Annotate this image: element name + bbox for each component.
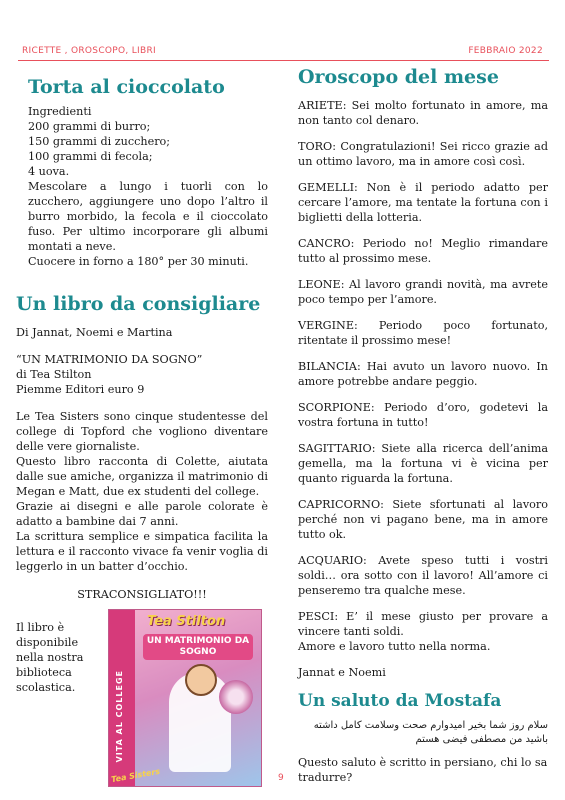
book-feature	[16, 609, 268, 789]
recipe-title: Torta al cioccolato	[28, 76, 225, 98]
horoscope-item: TORO: Congratulazioni! Sei ricco grazie ad un ottimo lavoro, ma in amore così così.	[298, 140, 548, 168]
book-title: “UN MATRIMONIO DA SOGNO”	[16, 353, 203, 366]
recipe-body	[28, 104, 268, 269]
left-column	[16, 76, 268, 789]
horoscope-item: CANCRO: Periodo no! Meglio rimandare tutto al prossimo mese.	[298, 237, 548, 265]
horoscope-item: LEONE: Al lavoro grandi novità, ma avrete poco tempo per l’amore.	[298, 278, 548, 306]
cover-bride-head	[185, 664, 217, 696]
greeting-title: Un saluto da Mostafa	[298, 691, 502, 711]
horoscope-item: PESCI: E’ il mese giusto per provare a vincere tanti soldi.	[298, 610, 548, 638]
header-date: FEBBRAIO 2022	[468, 46, 543, 56]
horoscope-item: SCORPIONE: Periodo d’oro, godetevi la vostra fortuna in tutto!	[298, 401, 548, 429]
horoscope-signature: Jannat e Noemi	[298, 666, 386, 679]
recipe-line: 100 grammi di fecola;	[28, 150, 153, 163]
cover-band-label: VITA AL COLLEGE	[115, 670, 124, 763]
horoscope-item: CAPRICORNO: Siete sfortunati al lavoro perché non vi pagano bene, ma in amore tutto ok.	[298, 498, 548, 541]
book-author: di Tea Stilton	[16, 368, 92, 381]
header-section-label: RICETTE , OROSCOPO, LIBRI	[22, 46, 156, 56]
right-column	[298, 66, 548, 785]
horoscope-item: BILANCIA: Hai avuto un lavoro nuovo. In amore potrebbe andare peggio.	[298, 360, 548, 388]
greeting-farsi-text: سلام روز شما بخیر امیدوارم صحت وسلامت کامل داشته باشید من مصطفی فیضی هستم	[313, 720, 548, 745]
book-cover-image	[108, 609, 262, 787]
horoscope-item: Amore e lavoro tutto nella norma.	[298, 640, 491, 653]
cover-flowers	[219, 680, 253, 714]
recipe-line: 150 grammi di zucchero;	[28, 135, 171, 148]
book-section-title: Un libro da consigliare	[16, 293, 261, 315]
horoscope-item: ARIETE: Sei molto fortunato in amore, ma non tanto col denaro.	[298, 99, 548, 127]
recipe-cooking: Cuocere in forno a 180° per 30 minuti.	[28, 255, 249, 268]
book-recommendation: STRACONSIGLIATO!!!	[77, 588, 207, 601]
cover-title: UN MATRIMONIO DA SOGNO	[143, 634, 253, 660]
book-paragraph: Le Tea Sisters sono cinque studentesse del college di Topford che vogliono diventare delle vere giornaliste.	[16, 410, 268, 453]
cover-author: Tea Stilton	[147, 614, 226, 629]
book-paragraph: Grazie ai disegni e alle parole colorate è adatto a bambine dai 7 anni.	[16, 500, 268, 528]
book-publisher: Piemme Editori euro 9	[16, 383, 145, 396]
book-availability: Il libro è disponibile nella nostra biblioteca scolastica.	[16, 621, 84, 695]
recipe-line: 200 grammi di burro;	[28, 120, 151, 133]
book-paragraph: La scrittura semplice e simpatica facilita la lettura e il racconto vivace fa venir voglia di leggerlo in un batter d’occhio.	[16, 530, 268, 573]
horoscope-item: SAGITTARIO: Siete alla ricerca dell’anima gemella, ma la fortuna vi è vicina per quanto riguarda la fortuna.	[298, 442, 548, 485]
page-number: 9	[278, 773, 284, 783]
horoscope-title: Oroscopo del mese	[298, 66, 499, 88]
header-divider	[18, 60, 549, 61]
horoscope-item: VERGINE: Periodo poco fortunato, ritentate il prossimo mese!	[298, 319, 548, 347]
recipe-line: 4 uova.	[28, 165, 70, 178]
recipe-method: Mescolare a lungo i tuorli con lo zucchero, aggiungere uno dopo l’altro il burro morbido, la fecola e il cioccolato fuso. Per ultimo incorporare gli albumi montati a neve.	[28, 180, 268, 253]
greeting-question: Questo saluto è scritto in persiano, chi lo sa tradurre?	[298, 756, 548, 784]
cover-logo: Tea Sisters	[110, 766, 161, 785]
horoscope-item: ACQUARIO: Avete speso tutti i vostri soldi… ora sotto con il lavoro! All’amore ci penseremo tra qualche mese.	[298, 554, 548, 597]
horoscope-item: GEMELLI: Non è il periodo adatto per cercare l’amore, ma tentate la fortuna con i biglietti della lotteria.	[298, 181, 548, 224]
book-authors: Di Jannat, Noemi e Martina	[16, 326, 173, 339]
recipe-line: Ingredienti	[28, 105, 92, 118]
book-paragraph: Questo libro racconta di Colette, aiutata dalle sue amiche, organizza il matrimonio di Megan e Matt, due ex studenti del college.	[16, 455, 268, 498]
